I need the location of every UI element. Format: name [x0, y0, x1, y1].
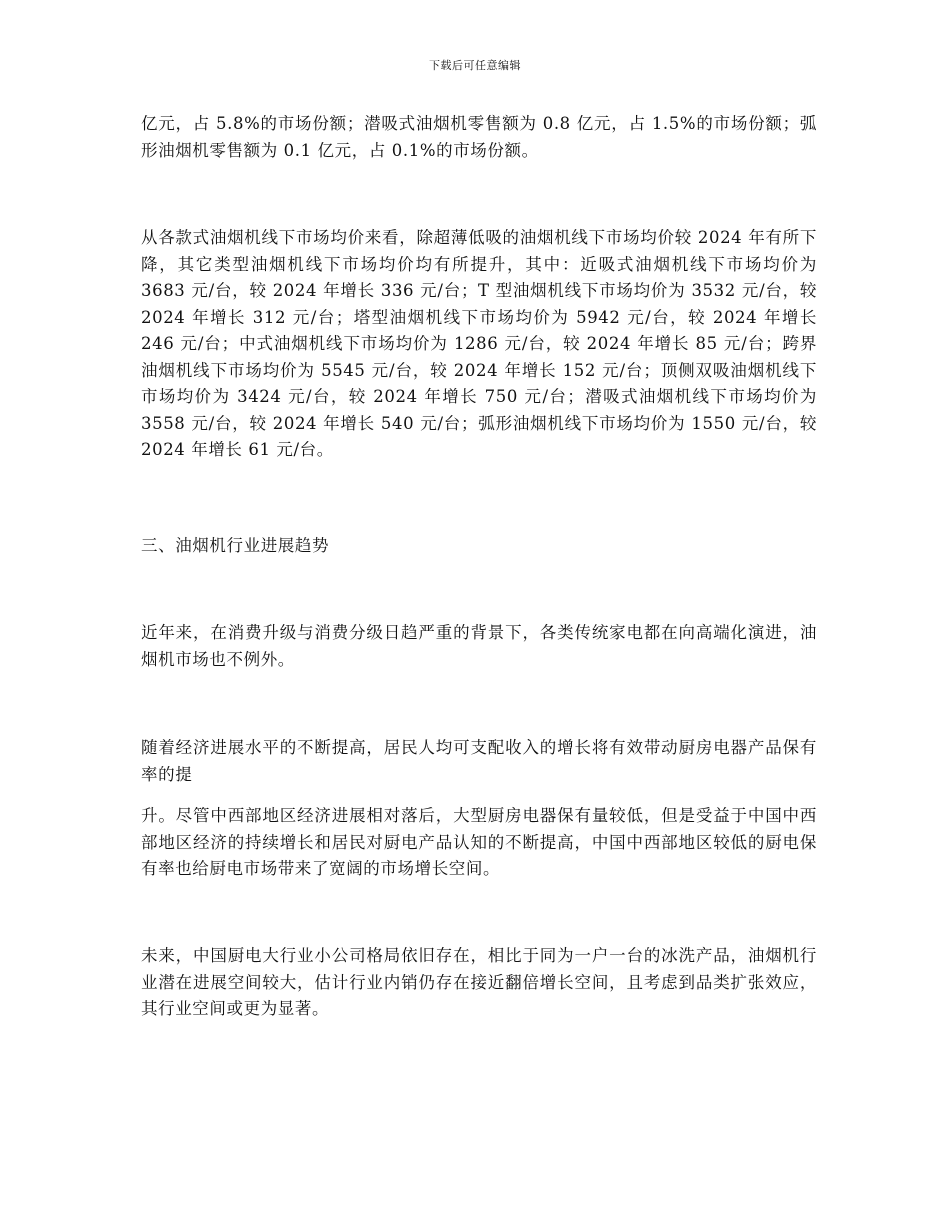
section-heading: 三、油烟机行业进展趋势 — [141, 536, 330, 555]
paragraph-consumption-upgrade: 近年来，在消费升级与消费分级日趋严重的背景下，各类传统家电都在向高端化演进，油烟机市场也不例外。 — [141, 623, 817, 669]
paragraph-central-west: 升。尽管中西部地区经济进展相对落后，大型厨房电器保有量较低，但是受益于中国中西部地区经济的持续增长和居民对厨电产品认知的不断提高，中国中西部地区较低的厨电保有率也给厨电市场带来了宽阔的市场增长空间。 — [141, 806, 817, 878]
paragraph-average-price: 从各款式油烟机线下市场均价来看，除超薄低吸的油烟机线下市场均价较 2024 年有所下降，其它类型油烟机线下市场均价均有所提升，其中：近吸式油烟机线下市场均价为 3683 元/台，较 2024 年增长 336 元/台；T 型油烟机线下市场均价为 3532 元/台，较 2024 年增长 312 元/台；塔型油烟机线下市场均价为 5942 元/台，较 2024 年增长 246 元/台；中式油烟机线下市场均价为 1286 元/台，较 2024 年增长 85 元/台；跨界油烟机线下市场均价为 5545 元/台，较 2024 年增长 152 元/台；顶侧双吸油烟机线下市场均价为 3424 元/台，较 2024 年增长 750 元/台；潜吸式油烟机线下市场均价为 3558 元/台，较 2024 年增长 540 元/台；弧形油烟机线下市场均价为 1550 元/台，较 2024 年增长 61 元/台。 — [141, 228, 817, 459]
paragraph-income-growth: 随着经济进展水平的不断提高，居民人均可支配收入的增长将有效带动厨房电器产品保有率的提 — [141, 738, 817, 784]
paragraph-market-share: 亿元，占 5.8%的市场份额；潜吸式油烟机零售额为 0.8 亿元，占 1.5%的市场份额；弧形油烟机零售额为 0.1 亿元，占 0.1%的市场份额。 — [141, 114, 817, 160]
paragraph-future-outlook: 未来，中国厨电大行业小公司格局依旧存在，相比于同为一户一台的冰洗产品，油烟机行业潜在进展空间较大，估计行业内销仍存在接近翻倍增长空间，且考虑到品类扩张效应，其行业空间或更为显著。 — [141, 946, 817, 1018]
page-header: 下载后可任意编辑 — [429, 59, 521, 72]
